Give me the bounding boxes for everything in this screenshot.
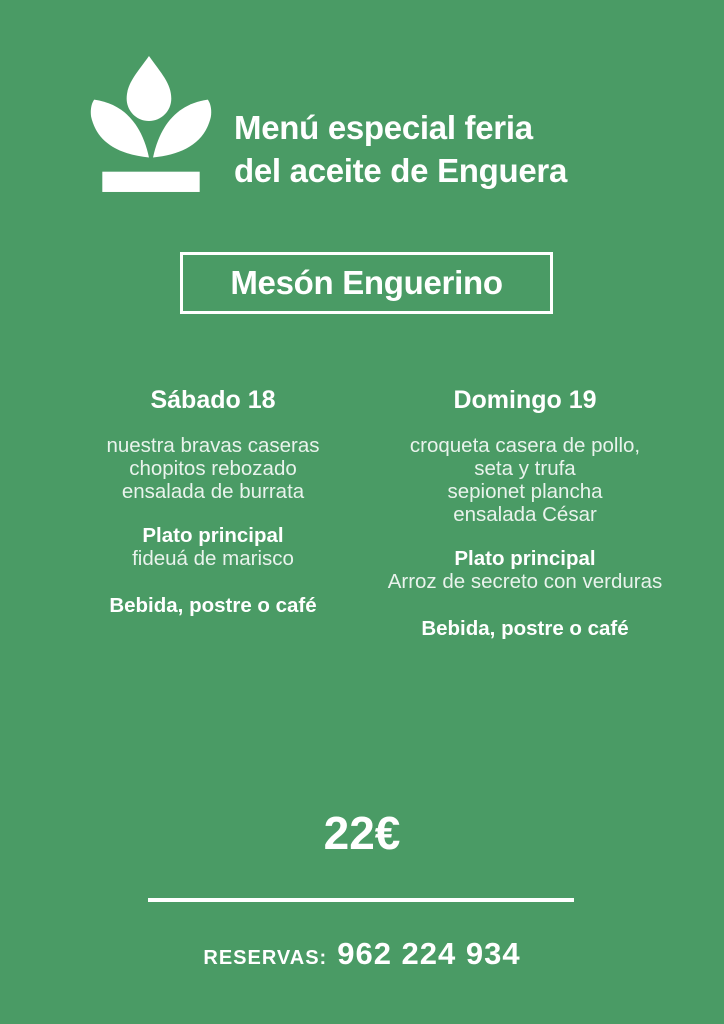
starter-item: ensalada de burrata: [121, 480, 305, 503]
main-course-label: Plato principal: [142, 524, 284, 547]
extras-line: Bebida, postre o café: [109, 594, 317, 617]
restaurant-name: Mesón Enguerino: [230, 264, 503, 301]
menu-column-saturday: [58, 386, 368, 617]
starter-item: seta y trufa: [474, 457, 576, 480]
main-course-item: Arroz de secreto con verduras: [387, 570, 663, 593]
starter-item: nuestra bravas caseras: [106, 434, 320, 457]
reservations-phone-number: 962 224 934: [337, 936, 521, 971]
starter-item: chopitos rebozado: [129, 457, 297, 480]
day-heading-saturday: Sábado 18: [150, 386, 276, 414]
olive-plant-logo-icon: [90, 52, 212, 194]
page-title-line1: Menú especial feria: [234, 109, 533, 146]
page-title: [234, 106, 567, 192]
restaurant-name-box: [180, 252, 553, 314]
divider-line: [148, 898, 574, 902]
reservations-label: RESERVAS:: [203, 947, 328, 969]
starter-item: sepionet plancha: [447, 480, 603, 503]
page-title-line2: del aceite de Enguera: [234, 152, 567, 189]
reservations-row: [0, 936, 724, 972]
menu-column-sunday: [368, 386, 682, 640]
main-course-label: Plato principal: [454, 547, 596, 570]
starter-item: ensalada César: [453, 503, 597, 526]
day-heading-sunday: Domingo 19: [453, 386, 597, 414]
main-course-item: fideuá de marisco: [132, 547, 294, 570]
extras-line: Bebida, postre o café: [421, 617, 629, 640]
starter-item: croqueta casera de pollo,: [409, 434, 641, 457]
menu-price: 22€: [323, 807, 401, 859]
